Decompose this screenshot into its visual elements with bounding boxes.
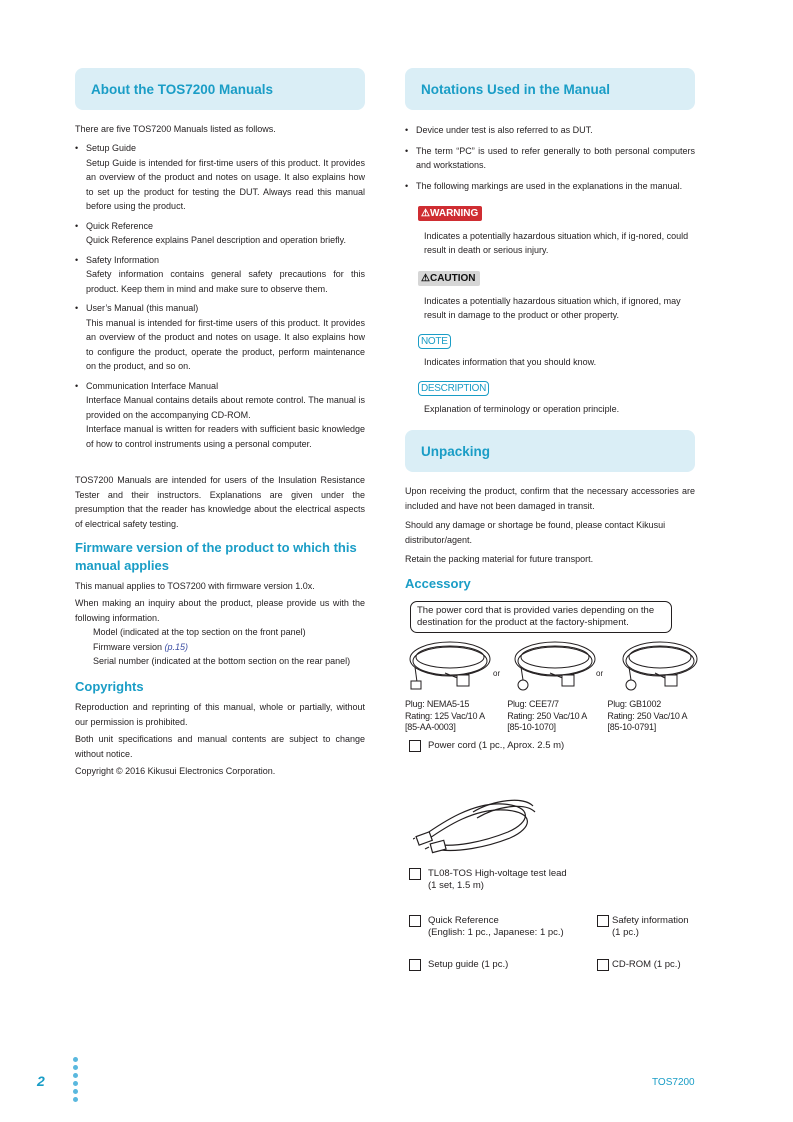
or-label: or — [596, 669, 604, 679]
cdrom-check-row — [597, 959, 681, 971]
manual-title: • Communication Interface Manual — [86, 380, 219, 391]
cdrom-label: CD-ROM (1 pc.) — [612, 958, 681, 970]
manuals-intro: There are five TOS7200 Manuals listed as follows. — [75, 124, 276, 134]
warning-triangle-icon: ⚠ — [421, 208, 430, 219]
test-lead-check-row — [409, 868, 695, 892]
copyrights-heading: Copyrights — [75, 679, 144, 695]
test-lead-icon — [413, 792, 553, 858]
copyrights-p2: Both unit specifications and manual contents are subject to change without notice. — [75, 734, 365, 759]
unpack-p1: Upon receiving the product, confirm that the necessary accessories are included and have not been damaged in transit. — [405, 486, 695, 511]
plug-spec-nema: Plug: NEMA5-15 Rating: 125 Vac/10 A [85-AA-0003] — [405, 699, 485, 733]
manual-item-quick-reference — [75, 219, 365, 248]
inquiry-serial: Serial number (indicated at the bottom section on the rear panel) — [93, 656, 351, 667]
power-cord-note: The power cord that is provided varies depending on the destination for the product at the factory-shipment. — [410, 601, 672, 633]
warning-badge: ⚠WARNING — [418, 206, 482, 221]
safety-check-row — [597, 915, 689, 939]
manual-desc: This manual is intended for first-time users of this product. It provides an overview of the product and notes on usage. It also explains how to configure the product, operate the product, perform maintenance on the product, and so on. — [86, 317, 365, 372]
or-label: or — [493, 669, 501, 679]
accessory-heading: Accessory — [405, 576, 471, 592]
test-lead-checkbox[interactable] — [409, 868, 421, 880]
note-block — [405, 331, 695, 369]
manual-desc: Quick Reference explains Panel description and operation briefly. — [86, 235, 346, 246]
firmware-page-link[interactable]: (p.15) — [164, 641, 189, 652]
nema-cord-icon — [410, 642, 490, 689]
plug-spec-cee: Plug: CEE7/7 Rating: 250 Vac/10 A [85-10-1070] — [507, 699, 588, 733]
manual-desc: Interface Manual contains details about remote control. The manual is provided on the accompanying CD-ROM. — [86, 395, 365, 420]
manual-desc: Safety information contains general safety precautions for this product. Keep them in mind and make sure to observe them. — [86, 269, 365, 294]
about-manuals-header: About the TOS7200 Manuals — [75, 68, 365, 110]
firmware-label: Firmware version — [93, 641, 163, 652]
footer-dots — [73, 1057, 79, 1105]
safety-label: Safety information (1 pc.) — [612, 914, 689, 938]
notation-item: • The term “PC” is used to refer generally to both personal computers and workstations. — [405, 144, 695, 173]
notations-list — [405, 123, 695, 193]
description-block — [405, 378, 695, 416]
plug-spec-gb: Plug: GB1002 Rating: 250 Vac/10 A [85-10-0791] — [607, 699, 688, 733]
note-text: Indicates information that you should know. — [424, 356, 597, 367]
notation-item: • The following markings are used in the explanations in the manual. — [405, 179, 695, 194]
description-text: Explanation of terminology or operation principle. — [424, 404, 620, 415]
cdrom-checkbox[interactable] — [597, 959, 609, 971]
safety-checkbox[interactable] — [597, 915, 609, 927]
inquiry-items — [75, 625, 365, 668]
unpack-p3: Retain the packing material for future transport. — [405, 554, 594, 565]
setup-guide-label: Setup guide (1 pc.) — [428, 958, 509, 970]
power-cord-checkbox[interactable] — [409, 740, 421, 752]
firmware-applies: This manual applies to TOS7200 with firmware version 1.0x. — [75, 581, 315, 592]
firmware-heading: Firmware version of the product to which this manual applies — [75, 540, 357, 574]
power-cord-label: Power cord (1 pc., Aprox. 2.5 m) — [428, 739, 565, 751]
manual-item-safety-information — [75, 253, 365, 297]
inquiry-paragraph: When making an inquiry about the product, please provide us with the following information. — [75, 598, 365, 623]
manual-item-users-manual — [75, 301, 365, 374]
cee-cord-icon — [515, 642, 595, 690]
power-cord-icons — [405, 637, 705, 699]
unpack-p2: Should any damage or shortage be found, please contact Kikusui distributor/agent. — [405, 520, 666, 545]
left-column — [75, 68, 365, 779]
page-number: 2 — [37, 1073, 45, 1089]
power-cord-check-row — [409, 740, 695, 752]
copyrights-p1: Reproduction and reprinting of this manual, whole or partially, without our permission is prohibited. — [75, 702, 365, 727]
unpacking-header: Unpacking — [405, 430, 695, 472]
inquiry-model: Model (indicated at the top section on the front panel) — [93, 627, 306, 638]
setup-guide-check-row — [409, 959, 597, 971]
gb-cord-icon — [623, 642, 697, 690]
notations-header: Notations Used in the Manual — [405, 68, 695, 110]
setup-guide-checkbox[interactable] — [409, 959, 421, 971]
manuals-list — [75, 141, 365, 451]
manual-title: • Safety Information — [86, 254, 160, 265]
inquiry-firmware — [93, 640, 365, 654]
manual-desc-2: Interface manual is written for readers with sufficient basic knowledge of how to control instruments using a personal computer. — [86, 424, 365, 449]
description-badge: DESCRIPTION — [418, 381, 489, 396]
manual-desc: Setup Guide is intended for first-time users of this product. It provides an overview of the product and notes on usage. It also explains how to set up the product for testing the DUT. Always read this manual before using the product. — [86, 157, 365, 212]
caution-badge: ⚠CAUTION — [418, 271, 480, 286]
power-cords-row — [405, 637, 695, 699]
note-badge: NOTE — [418, 334, 451, 349]
audience-paragraph: TOS7200 Manuals are intended for users of the Insulation Resistance Tester and their instructors. Explanations are given under the presumption that the reader has knowledge about the electrical aspects of electrical safety testing. — [75, 475, 365, 529]
manual-item-interface-manual — [75, 379, 365, 452]
notation-item: • Device under test is also referred to as DUT. — [405, 123, 695, 138]
warning-text: Indicates a potentially hazardous situation which, if ig-nored, could result in death or serious injury. — [424, 231, 689, 256]
warning-block — [405, 203, 695, 258]
quick-ref-checkbox[interactable] — [409, 915, 421, 927]
manual-title: • Quick Reference — [86, 220, 154, 231]
footer-product: TOS7200 — [652, 1077, 695, 1088]
docs-row-1 — [409, 915, 695, 939]
test-lead-label: TL08-TOS High-voltage test lead (1 set, 1.5 m) — [428, 867, 567, 891]
quick-ref-check-row — [409, 915, 597, 939]
plug-specs — [405, 699, 695, 734]
caution-triangle-icon: ⚠ — [421, 272, 430, 284]
manual-title: • Setup Guide — [86, 143, 137, 154]
right-column — [405, 68, 695, 971]
caution-text: Indicates a potentially hazardous situation which, if ignored, may result in damage to the product or other property. — [424, 295, 681, 321]
quick-ref-label: Quick Reference (English: 1 pc., Japanese: 1 pc.) — [428, 914, 564, 938]
caution-block — [405, 268, 695, 323]
manual-title: • User’s Manual (this manual) — [86, 303, 199, 314]
copyright-notice: Copyright © 2016 Kikusui Electronics Corporation. — [75, 766, 276, 777]
docs-row-2 — [409, 959, 695, 971]
manual-item-setup-guide — [75, 141, 365, 214]
